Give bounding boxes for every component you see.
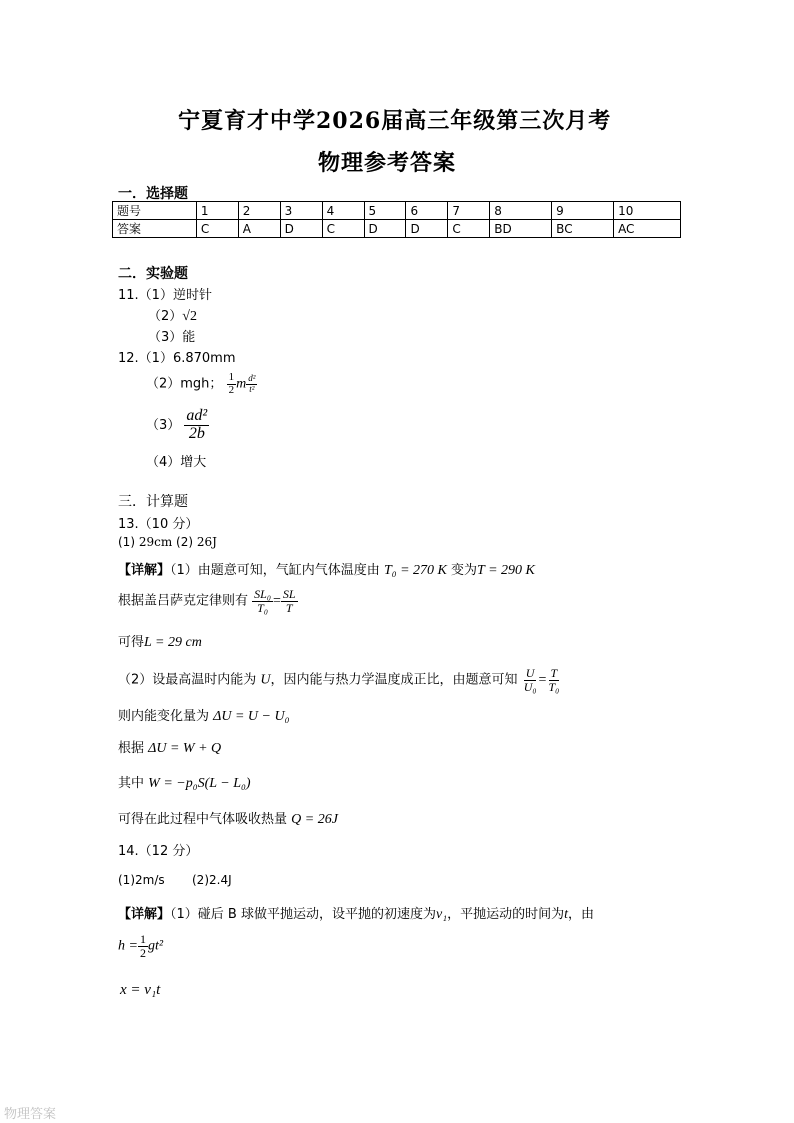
frac-den: U₀ bbox=[523, 679, 537, 694]
table-cell: 10 bbox=[614, 202, 681, 220]
detail-text: 可得 bbox=[118, 635, 145, 650]
table-cell: 5 bbox=[364, 202, 406, 220]
table-cell: D bbox=[364, 220, 406, 238]
frac-den: T₀ bbox=[257, 600, 269, 615]
frac-den: T₀ bbox=[548, 679, 560, 694]
table-cell: C bbox=[448, 220, 490, 238]
frac-den: 2b bbox=[188, 424, 205, 442]
table-row bbox=[113, 220, 681, 238]
q14-answer1: (1)2m/s bbox=[118, 873, 165, 887]
equals-sign: = bbox=[538, 672, 547, 688]
detail-tag: 【详解】 bbox=[118, 907, 171, 922]
math-x: x = v₁t bbox=[120, 982, 161, 998]
frac-num: T bbox=[550, 666, 558, 680]
math-t: t bbox=[564, 907, 568, 922]
q13-q-line bbox=[118, 808, 338, 828]
q13-detail-line1 bbox=[118, 559, 535, 579]
q12-m: m bbox=[236, 376, 247, 392]
q14-detail-line bbox=[118, 903, 594, 923]
section-heading-calc: 三．计算题 bbox=[118, 494, 188, 510]
q12-part4: （4）增大 bbox=[146, 455, 207, 470]
frac-num: d² bbox=[248, 373, 256, 384]
frac-den: t² bbox=[249, 383, 255, 394]
detail-text: （1）由题意可知，气缸内气体温度由 bbox=[170, 563, 380, 578]
q12-part1: 12.（1）6.870mm bbox=[118, 351, 236, 366]
q11-part1: 11.（1）逆时针 bbox=[118, 288, 212, 303]
detail-tag: 【详解】 bbox=[118, 563, 171, 578]
q13-ans-value2: 26J bbox=[196, 535, 217, 549]
math-gt2: gt² bbox=[147, 938, 164, 954]
section-heading-experiment: 二．实验题 bbox=[118, 266, 188, 282]
math-v1: v₁ bbox=[435, 907, 448, 922]
math-h: h = bbox=[118, 938, 138, 954]
q13-ans-value1: 29cm bbox=[138, 535, 173, 549]
q13-du-line bbox=[118, 705, 289, 725]
table-cell: 9 bbox=[552, 202, 614, 220]
q13-w-line bbox=[118, 772, 251, 792]
fraction-sl0-t0 bbox=[252, 588, 273, 614]
table-cell: 8 bbox=[490, 202, 552, 220]
q13-answers bbox=[118, 535, 217, 549]
table-cell: 1 bbox=[196, 202, 238, 220]
detail-text: 根据盖吕萨克定律则有 bbox=[118, 593, 249, 609]
table-row bbox=[113, 202, 681, 220]
fraction-half bbox=[227, 372, 237, 396]
table-cell: 3 bbox=[280, 202, 322, 220]
fraction-half bbox=[138, 933, 148, 959]
table-cell: C bbox=[196, 220, 238, 238]
q14-eq2 bbox=[120, 980, 160, 999]
detail-text: 可得在此过程中气体吸收热量 bbox=[118, 812, 288, 827]
table-cell: 题号 bbox=[113, 202, 197, 220]
watermark: 物理答案 bbox=[4, 1107, 57, 1122]
frac-den: 2 bbox=[139, 945, 146, 960]
q13-ans-label1: (1) bbox=[118, 535, 135, 549]
q13-heading: 13.（10 分） bbox=[118, 517, 199, 532]
fraction-d2-t2 bbox=[246, 374, 257, 394]
fraction-sl-t bbox=[281, 588, 298, 614]
frac-num: ad² bbox=[186, 407, 208, 424]
table-cell: 2 bbox=[238, 202, 280, 220]
detail-text: （1）碰后 B 球做平抛运动，设平抛的初速度为 bbox=[170, 907, 436, 922]
q11-part3: （3）能 bbox=[148, 330, 196, 345]
frac-num: SL bbox=[282, 587, 296, 601]
table-cell: A bbox=[238, 220, 280, 238]
q13-result-line bbox=[118, 631, 202, 651]
table-cell: 答案 bbox=[113, 220, 197, 238]
math-q: Q = 26J bbox=[291, 812, 338, 827]
math-w: W = −p₀S(L − L₀) bbox=[148, 776, 251, 791]
table-cell: BC bbox=[552, 220, 614, 238]
fraction-t-t0 bbox=[546, 667, 561, 693]
math-t0: T₀ = 270 K bbox=[383, 563, 447, 578]
math-u: U bbox=[260, 672, 271, 688]
q13-ans-label2: (2) bbox=[176, 535, 194, 549]
detail-text: ，由 bbox=[567, 907, 594, 922]
table-cell: BD bbox=[490, 220, 552, 238]
table-cell: 6 bbox=[406, 202, 448, 220]
q11-part2 bbox=[148, 305, 197, 325]
q12-part3-label: （3） bbox=[146, 417, 181, 433]
answer-table bbox=[112, 201, 681, 238]
math-l: L = 29 cm bbox=[144, 635, 202, 650]
detail-text: 根据 bbox=[118, 741, 145, 756]
q14-heading: 14.（12 分） bbox=[118, 844, 199, 859]
q11-part2-value: √2 bbox=[182, 309, 197, 324]
detail-text: （2）设最高温时内能为 bbox=[118, 672, 257, 688]
detail-text: 其中 bbox=[118, 776, 145, 791]
math-t: T = 290 K bbox=[477, 563, 535, 578]
frac-num: SL₀ bbox=[254, 587, 272, 601]
frac-den: T bbox=[285, 600, 293, 615]
frac-num: 1 bbox=[139, 932, 146, 946]
equals-sign: = bbox=[273, 593, 281, 609]
table-cell: D bbox=[406, 220, 448, 238]
math-first-law: ΔU = W + Q bbox=[148, 741, 222, 756]
detail-text: 变为 bbox=[451, 563, 478, 578]
detail-text: 则内能变化量为 bbox=[118, 709, 210, 724]
page-title: 宁夏育才中学2026届高三年级第三次月考 bbox=[178, 108, 612, 134]
fraction-ad2-2b bbox=[184, 408, 209, 443]
q13-part2-line bbox=[118, 667, 561, 693]
math-du: ΔU = U − U₀ bbox=[213, 709, 290, 724]
frac-num: U bbox=[525, 666, 535, 680]
table-cell: 4 bbox=[322, 202, 364, 220]
frac-num: 1 bbox=[228, 371, 235, 383]
q13-law2-line bbox=[118, 737, 221, 757]
detail-text: ，平抛运动的时间为 bbox=[447, 907, 565, 922]
q12-part2-label: （2）mgh； bbox=[146, 376, 223, 392]
q14-answer2: (2)2.4J bbox=[192, 873, 232, 887]
section-heading-choice: 一．选择题 bbox=[118, 186, 188, 202]
table-cell: AC bbox=[614, 220, 681, 238]
table-cell: 7 bbox=[448, 202, 490, 220]
detail-text: ，因内能与热力学温度成正比，由题意可知 bbox=[270, 672, 518, 688]
table-cell: D bbox=[280, 220, 322, 238]
q14-eq1 bbox=[118, 933, 163, 959]
page-subtitle: 物理参考答案 bbox=[318, 150, 457, 176]
q12-part2 bbox=[146, 372, 257, 396]
q11-part2-label: （2） bbox=[148, 309, 183, 324]
fraction-u-u0 bbox=[522, 667, 539, 693]
q12-part3 bbox=[146, 408, 209, 443]
q13-law-line bbox=[118, 588, 298, 614]
table-cell: C bbox=[322, 220, 364, 238]
frac-den: 2 bbox=[228, 383, 235, 396]
